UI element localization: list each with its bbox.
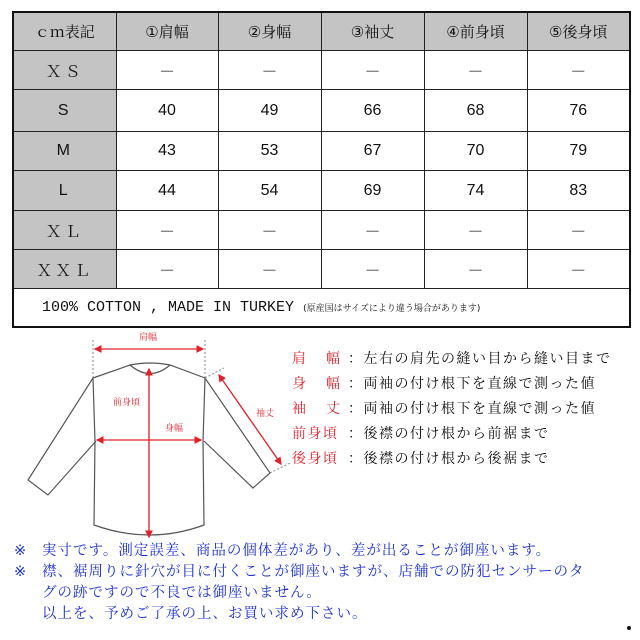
note-text: 実寸です。測定誤差、商品の個体差があり、差が出ることが御座います。 [42,543,552,559]
cell-value: 74 [424,171,527,211]
corner-dot [627,626,631,630]
legend-term: 身幅 [292,375,360,392]
note-line [14,541,585,562]
note-line [14,604,585,625]
table-row [13,250,630,289]
origin-disclaimer: (原産国はサイズにより違う場合があります) [303,304,481,314]
legend-term: 前身頃 [292,425,339,442]
cell-value: 53 [218,132,321,171]
cell-value: 40 [116,90,218,132]
legend-desc: ：後襟の付け根から前裾まで [348,425,550,442]
cell-value: － [424,250,527,289]
note-line [14,583,585,604]
size-label: ＸＬ [13,211,116,250]
note-line [14,562,585,583]
legend-desc: ：左右の肩先の縫い目から縫い目まで [348,350,612,367]
cell-value: － [116,51,218,90]
cell-value: 76 [527,90,630,132]
table-header-row [13,12,630,51]
header-body-width: ②身幅 [218,12,321,51]
legend-desc: ：両袖の付け根下を直線で測った値 [348,400,596,417]
measurement-diagram [0,325,290,540]
header-sleeve-length: ③袖丈 [321,12,424,51]
cell-value: － [321,51,424,90]
header-cm-unit: ｃｍ表記 [13,12,116,51]
cell-value: － [527,250,630,289]
label-shoulder-width: 肩幅 [139,333,158,343]
table-row [13,171,630,211]
legend-item [292,370,612,395]
cell-value: 83 [527,171,630,211]
reference-mark-icon: ※ [14,543,28,559]
table-row [13,51,630,90]
table-row [13,90,630,132]
header-shoulder-width: ①肩幅 [116,12,218,51]
cell-value: 43 [116,132,218,171]
cell-value: － [218,51,321,90]
cell-value: 70 [424,132,527,171]
legend-desc: ：両袖の付け根下を直線で測った値 [348,375,596,392]
legend-item [292,395,612,420]
measurement-legend [292,345,612,470]
label-sleeve-length: 袖丈 [256,409,275,419]
note-text: グの跡ですので不良では御座いません。 [42,585,322,601]
legend-item [292,345,612,370]
cell-value: 69 [321,171,424,211]
cell-value: 79 [527,132,630,171]
cell-value: 44 [116,171,218,211]
table-row [13,132,630,171]
header-front-length: ④前身頃 [424,12,527,51]
cell-value: － [321,250,424,289]
material-origin-note [13,289,630,328]
note-text: 襟、裾周りに針穴が目に付くことが御座いますが、店舗での防犯センサーのタ [42,564,585,580]
size-label: M [13,132,116,171]
reference-mark-icon: ※ [14,564,28,580]
legend-term: 肩幅 [292,350,360,367]
size-label: S [13,90,116,132]
legend-term: 後身頃 [292,450,339,467]
cell-value: － [424,51,527,90]
legend-item [292,445,612,470]
legend-term: 袖丈 [292,400,360,417]
size-chart-table [12,11,631,328]
cell-value: － [527,211,630,250]
cell-value: － [321,211,424,250]
cell-value: 66 [321,90,424,132]
sweater-outline-icon [0,325,290,540]
cell-value: － [218,211,321,250]
table-row [13,211,630,250]
header-back-length: ⑤後身頃 [527,12,630,51]
cell-value: － [527,51,630,90]
cell-value: 67 [321,132,424,171]
material-text: 100% COTTON , MADE IN TURKEY [42,299,295,316]
disclaimer-notes [14,541,585,625]
note-text: 以上を、予めご了承の上、お買い求め下さい。 [42,606,368,622]
size-label: ＸＸＬ [13,250,116,289]
cell-value: 49 [218,90,321,132]
label-body-width: 身幅 [165,424,184,434]
size-label: ＸＳ [13,51,116,90]
cell-value: － [116,250,218,289]
cell-value: － [424,211,527,250]
cell-value: 54 [218,171,321,211]
legend-item [292,420,612,445]
table-footer-row [13,289,630,328]
cell-value: 68 [424,90,527,132]
label-front-length: 前身頃 [113,398,141,408]
cell-value: － [116,211,218,250]
legend-desc: ：後襟の付け根から後裾まで [348,450,550,467]
cell-value: － [218,250,321,289]
size-label: L [13,171,116,211]
